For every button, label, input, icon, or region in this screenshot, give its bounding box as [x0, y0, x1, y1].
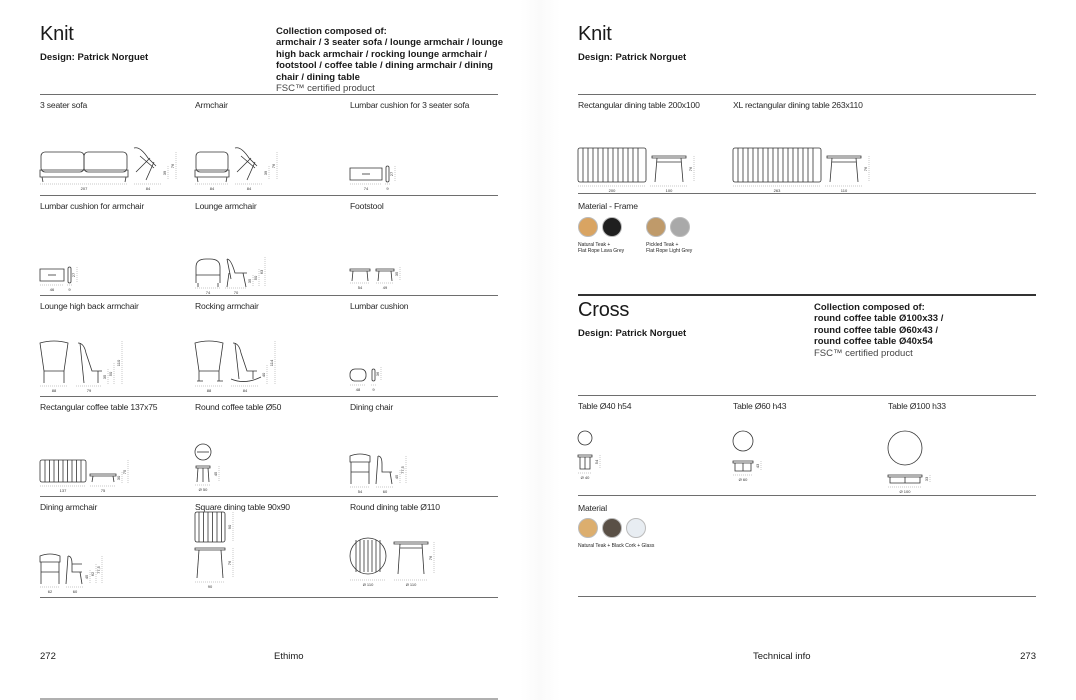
product-label: Lumbar cushion for armchair	[40, 200, 144, 211]
svg-text:62: 62	[90, 571, 95, 577]
svg-text:200: 200	[608, 188, 616, 193]
product-cell-footstool	[350, 195, 505, 295]
product-cell-lounge-high-back-armchair	[40, 295, 195, 395]
technical-drawing	[195, 255, 285, 295]
material-swatch	[578, 518, 598, 538]
product-label: Table Ø40 h54	[578, 401, 632, 411]
svg-text:54: 54	[357, 488, 363, 494]
technical-drawing	[40, 552, 120, 592]
brand-name: Ethimo	[274, 651, 304, 662]
svg-text:77,5: 77,5	[96, 566, 101, 574]
designer-credit: Design: Patrick Norguet	[578, 52, 687, 63]
svg-text:76: 76	[271, 163, 276, 169]
svg-text:90: 90	[227, 524, 232, 530]
product-label: Rocking armchair	[195, 301, 259, 311]
svg-text:50: 50	[253, 275, 258, 280]
svg-text:54: 54	[357, 284, 363, 290]
fsc-certification: FSC™ certified product	[276, 83, 375, 95]
svg-text:263: 263	[773, 188, 781, 193]
product-cell-rectangular-dining-table	[578, 94, 733, 194]
svg-text:60: 60	[382, 488, 388, 494]
cross-material-swatches	[578, 518, 654, 549]
technical-drawing	[578, 431, 638, 491]
technical-drawing	[40, 261, 120, 291]
collection-composition	[276, 26, 506, 94]
svg-text:45: 45	[394, 474, 399, 479]
svg-text:79: 79	[86, 388, 92, 393]
svg-text:110: 110	[116, 359, 121, 367]
svg-text:88: 88	[51, 388, 57, 393]
svg-text:207: 207	[80, 186, 88, 191]
svg-text:77,5: 77,5	[400, 465, 405, 474]
section-name: Technical info	[753, 651, 811, 662]
svg-text:45: 45	[213, 471, 218, 476]
divider	[578, 596, 1036, 597]
right-page	[578, 0, 1036, 700]
designer-credit: Design: Patrick Norguet	[40, 52, 149, 63]
svg-text:33: 33	[924, 476, 929, 482]
product-cell-lounge-armchair	[195, 195, 350, 295]
svg-text:27: 27	[71, 272, 76, 277]
product-cell-round-dining-table	[350, 496, 505, 596]
product-label: Dining chair	[350, 401, 393, 412]
svg-text:63: 63	[259, 269, 264, 274]
material-swatch	[646, 217, 666, 237]
product-label: Table Ø100 h33	[888, 401, 946, 411]
svg-text:76: 76	[227, 560, 232, 566]
product-title: Knit	[40, 23, 74, 45]
product-cell-cross-table-40	[578, 395, 733, 495]
product-cell-rectangular-coffee-table	[40, 396, 195, 496]
technical-drawing	[195, 341, 295, 391]
technical-drawing	[40, 341, 140, 391]
svg-text:50: 50	[108, 371, 113, 377]
technical-drawing	[195, 444, 255, 492]
product-cell-cross-table-60	[733, 395, 888, 495]
svg-text:39: 39	[162, 170, 167, 176]
product-cell-lumbar-cushion-sofa	[350, 94, 505, 194]
svg-text:49: 49	[382, 284, 388, 290]
divider	[578, 193, 1036, 194]
svg-text:46: 46	[49, 286, 55, 292]
svg-text:84: 84	[145, 186, 151, 191]
swatch-caption: Pickled Teak + Flat Rope Light Grey	[646, 242, 693, 254]
product-label: Round coffee table Ø50	[195, 401, 282, 412]
product-label: Lumbar cushion for 3 seater sofa	[350, 100, 470, 110]
svg-text:39: 39	[263, 170, 268, 176]
svg-text:90: 90	[207, 584, 213, 589]
svg-text:62: 62	[47, 589, 53, 594]
svg-text:88: 88	[206, 388, 212, 393]
page-number: 273	[1020, 651, 1036, 662]
product-cell-lumbar-cushion	[350, 295, 505, 395]
technical-drawing	[195, 512, 265, 592]
technical-drawing	[350, 361, 410, 391]
composition-heading: Collection composed of:	[814, 302, 925, 313]
svg-text:36: 36	[375, 371, 380, 377]
svg-text:100: 100	[665, 188, 673, 193]
knit-header	[40, 0, 504, 95]
product-cell-armchair	[195, 94, 350, 194]
product-label: Table Ø60 h43	[733, 401, 787, 411]
technical-drawing	[733, 431, 793, 491]
product-label: Footstool	[350, 200, 384, 211]
svg-text:54: 54	[594, 459, 599, 465]
technical-drawing	[578, 146, 728, 193]
svg-text:43: 43	[755, 463, 760, 469]
swatch-caption: Natural Teak + Flat Rope Lava Grey	[578, 242, 625, 254]
svg-text:35: 35	[394, 271, 399, 276]
product-title: Knit	[578, 23, 612, 45]
product-cell-cross-table-100	[888, 395, 1043, 495]
svg-text:35: 35	[102, 374, 107, 380]
product-label: Rectangular coffee table 137x75	[40, 401, 158, 412]
svg-text:9: 9	[68, 286, 71, 292]
swatch-group-cross	[578, 518, 654, 549]
technical-drawing	[40, 146, 190, 190]
svg-text:9: 9	[372, 387, 375, 392]
product-cell-square-dining-table	[195, 496, 350, 596]
svg-text:84: 84	[242, 388, 248, 393]
svg-text:60: 60	[72, 589, 78, 594]
svg-text:76: 76	[863, 166, 868, 172]
knit-header-right	[578, 0, 1036, 74]
product-label: XL rectangular dining table 263x110	[733, 100, 863, 110]
product-label: Round dining table Ø110	[350, 502, 440, 512]
material-swatch	[578, 217, 598, 237]
technical-drawing	[888, 431, 948, 494]
svg-text:76: 76	[688, 166, 693, 172]
svg-text:9: 9	[386, 186, 389, 191]
fsc-certification: FSC™ certified product	[814, 347, 913, 359]
svg-text:74: 74	[363, 186, 369, 191]
left-page	[40, 0, 504, 700]
page-number: 272	[40, 651, 56, 662]
svg-text:Ø 60: Ø 60	[738, 477, 748, 482]
product-label: Rectangular dining table 200x100	[578, 100, 700, 110]
cross-header	[578, 276, 1036, 359]
technical-drawing	[350, 160, 430, 190]
product-label: Lounge high back armchair	[40, 301, 139, 311]
material-heading: Material	[578, 503, 607, 513]
product-title: Cross	[578, 299, 630, 321]
product-cell-lumbar-cushion-armchair	[40, 195, 195, 295]
swatch-group-natural-teak	[578, 217, 624, 254]
product-label: Lounge armchair	[195, 200, 257, 211]
product-label: 3 seater sofa	[40, 100, 88, 110]
svg-text:48: 48	[355, 387, 361, 392]
svg-text:137: 137	[59, 487, 67, 493]
composition-items: round coffee table Ø100x33 / round coffee table Ø60x43 / round coffee table Ø40x54	[814, 313, 944, 348]
svg-text:40: 40	[261, 372, 266, 378]
svg-text:Ø 100: Ø 100	[899, 489, 911, 494]
svg-text:84: 84	[209, 186, 215, 191]
material-swatch	[602, 518, 622, 538]
svg-text:27: 27	[389, 171, 394, 177]
technical-drawing	[195, 146, 345, 190]
svg-text:110: 110	[840, 188, 848, 193]
technical-drawing	[350, 452, 430, 492]
material-heading: Material - Frame	[578, 201, 638, 211]
svg-text:35: 35	[247, 278, 252, 283]
divider	[40, 597, 498, 598]
product-cell-three-seater-sofa	[40, 94, 195, 194]
technical-drawing	[733, 146, 883, 193]
svg-text:Ø 50: Ø 50	[198, 486, 208, 492]
composition-items: armchair / 3 seater sofa / lounge armchair / lounge high back armchair / rocking lounge armchair / footstool / coffee table / dining armchair / dining chair / dining table	[276, 37, 504, 83]
product-label: Lumbar cushion	[350, 301, 409, 311]
svg-text:76: 76	[428, 555, 433, 561]
svg-text:Ø 110: Ø 110	[405, 582, 417, 587]
product-label: Armchair	[195, 100, 228, 110]
collection-composition	[814, 302, 1044, 359]
material-swatch	[626, 518, 646, 538]
svg-text:76: 76	[170, 163, 175, 169]
product-cell-rocking-armchair	[195, 295, 350, 395]
product-label: Square dining table 90x90	[195, 502, 290, 512]
technical-drawing	[40, 456, 140, 492]
svg-text:Ø 110: Ø 110	[362, 582, 374, 587]
svg-text:75: 75	[100, 487, 106, 493]
swatch-caption: Natural Teak + Black Cork + Glass	[578, 543, 655, 549]
product-cell-xl-rectangular-dining-table	[733, 94, 888, 194]
svg-text:84: 84	[246, 186, 252, 191]
swatch-group-pickled-teak	[646, 217, 692, 254]
material-swatch	[670, 217, 690, 237]
svg-text:45: 45	[84, 574, 89, 580]
svg-text:30: 30	[116, 475, 121, 480]
product-cell-dining-chair	[350, 396, 505, 496]
technical-drawing	[350, 261, 440, 291]
designer-credit: Design: Patrick Norguet	[578, 328, 687, 339]
material-swatch	[602, 217, 622, 237]
page-gutter	[520, 0, 560, 700]
product-cell-round-coffee-table	[195, 396, 350, 496]
svg-text:70: 70	[233, 289, 239, 295]
svg-text:74: 74	[205, 289, 211, 295]
svg-text:114: 114	[269, 359, 274, 367]
product-label: Dining armchair	[40, 502, 98, 512]
svg-text:75: 75	[122, 469, 127, 474]
divider	[578, 495, 1036, 496]
knit-material-swatches	[578, 217, 692, 254]
technical-drawing	[350, 532, 450, 592]
product-cell-dining-armchair	[40, 496, 195, 596]
composition-heading: Collection composed of:	[276, 26, 387, 37]
svg-text:Ø 40: Ø 40	[580, 475, 590, 480]
